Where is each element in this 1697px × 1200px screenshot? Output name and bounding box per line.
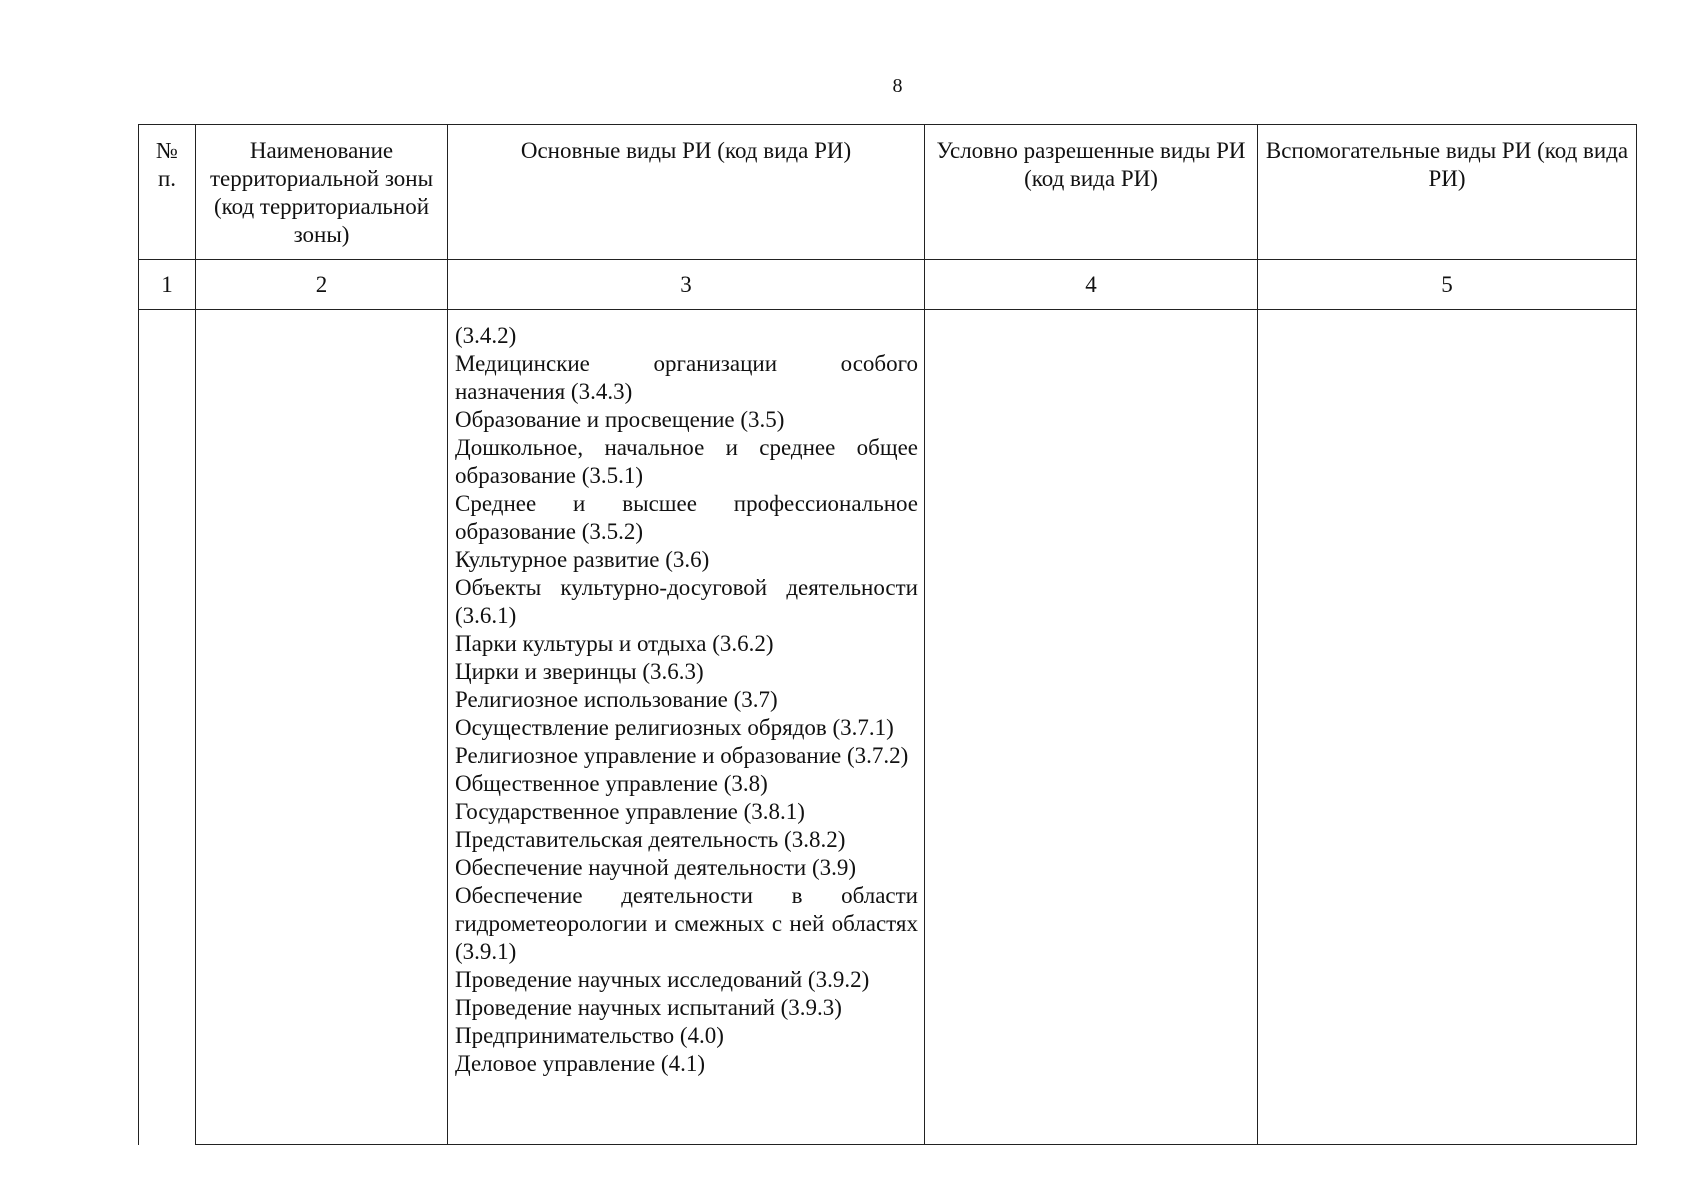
column-number-1: 1	[139, 260, 196, 310]
main-type-item: Осуществление религиозных обрядов (3.7.1)	[455, 715, 894, 740]
header-conditional-types: Условно разрешенные виды РИ (код вида РИ)	[925, 125, 1258, 260]
header-auxiliary-types: Вспомогательные виды РИ (код вида РИ)	[1258, 125, 1637, 260]
header-main-types: Основные виды РИ (код вида РИ)	[448, 125, 925, 260]
land-use-table-container	[138, 124, 1636, 1146]
column-number-3: 3	[448, 260, 925, 310]
table-row	[139, 310, 1637, 1145]
column-number-5: 5	[1258, 260, 1637, 310]
page-number: 8	[892, 75, 903, 97]
main-type-item: Деловое управление (4.1)	[455, 1051, 706, 1076]
main-type-item: Религиозное использование (3.7)	[455, 687, 778, 712]
main-type-item: Образование и просвещение (3.5)	[455, 407, 785, 432]
land-use-table	[138, 124, 1637, 1145]
main-type-item: Государственное управление (3.8.1)	[455, 799, 805, 824]
row-number-cell	[139, 310, 196, 1145]
column-number-2: 2	[196, 260, 448, 310]
header-zone-name: Наименование территориальной зоны (код территориальной зоны)	[196, 125, 448, 260]
main-type-item: Медицинские организации особого назначения (3.4.3)	[455, 351, 918, 404]
column-number-row	[139, 260, 1637, 310]
main-type-item: Предпринимательство (4.0)	[455, 1023, 724, 1048]
main-type-item: Обеспечение деятельности в области гидрометеорологии и смежных с ней областях (3.9.1)	[455, 883, 918, 964]
main-type-item: Представительская деятельность (3.8.2)	[455, 827, 846, 852]
main-type-item: Общественное управление (3.8)	[455, 771, 768, 796]
header-number: № п.	[139, 125, 196, 260]
header-row	[139, 125, 1637, 260]
auxiliary-types-cell	[1258, 310, 1637, 1145]
main-type-item: Культурное развитие (3.6)	[455, 547, 710, 572]
main-type-item: Проведение научных испытаний (3.9.3)	[455, 995, 842, 1020]
main-type-item: Религиозное управление и образование (3.7.2)	[455, 743, 909, 768]
main-type-item: Цирки и зверинцы (3.6.3)	[455, 659, 704, 684]
main-type-item: Парки культуры и отдыха (3.6.2)	[455, 631, 774, 656]
main-type-item: (3.4.2)	[455, 323, 517, 348]
main-types-cell	[448, 310, 925, 1145]
main-type-item: Обеспечение научной деятельности (3.9)	[455, 855, 857, 880]
main-type-item: Проведение научных исследований (3.9.2)	[455, 967, 870, 992]
conditional-types-cell	[925, 310, 1258, 1145]
main-type-item: Среднее и высшее профессиональное образование (3.5.2)	[455, 491, 918, 544]
column-number-4: 4	[925, 260, 1258, 310]
main-type-item: Объекты культурно-досуговой деятельности (3.6.1)	[455, 575, 918, 628]
zone-name-cell	[196, 310, 448, 1145]
main-type-item: Дошкольное, начальное и среднее общее образование (3.5.1)	[455, 435, 918, 488]
